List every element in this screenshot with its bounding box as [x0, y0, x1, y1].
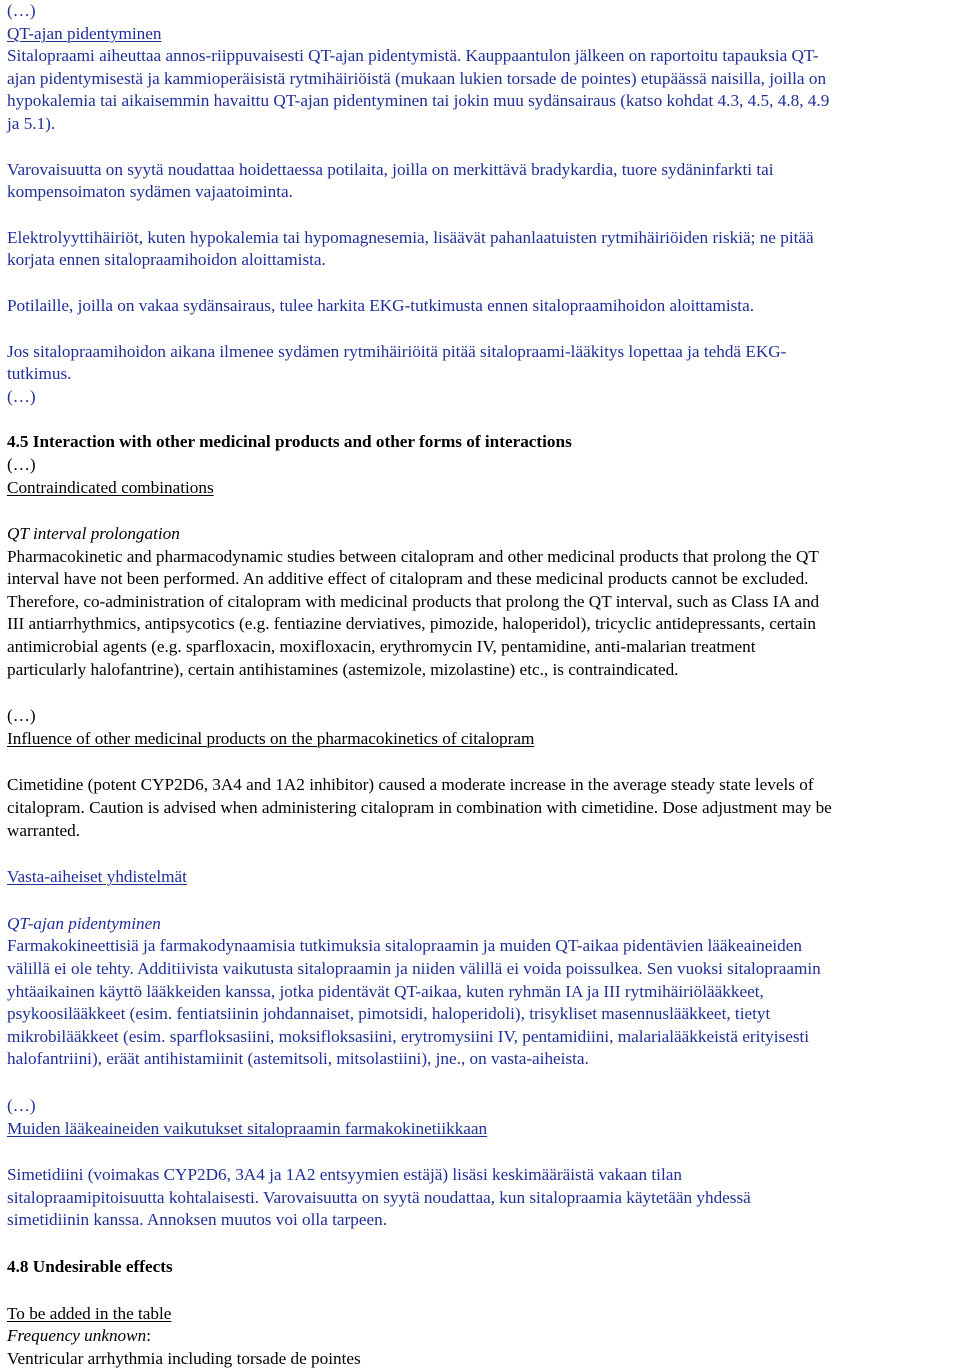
- paragraph: [7, 45, 953, 135]
- paragraph: [7, 295, 953, 318]
- ellipsis: (…): [7, 454, 36, 474]
- text-line: III antiarrhythmics, antipsycotics (e.g. fentiazine derviatives, pimozide, haloperidol), tricyclic antidepressants, certain: [7, 614, 816, 634]
- text-line: simetidiinin kanssa. Annoksen muutos voi olla tarpeen.: [7, 1210, 387, 1230]
- paragraph: [7, 1164, 953, 1232]
- text-line: Sitalopraami aiheuttaa annos-riippuvaisesti QT-ajan pidentymistä. Kauppaantulon jälkeen on raportoitu tapauksia QT-: [7, 46, 819, 66]
- subsection-heading: To be added in the table: [7, 1303, 172, 1323]
- subsection-heading: Muiden lääkeaineiden vaikutukset sitalopraamin farmakokinetiikkaan: [7, 1118, 488, 1138]
- subsection-heading: QT interval prolongation: [7, 524, 180, 544]
- finnish-section-top: [7, 0, 953, 408]
- ellipsis: (…): [7, 1, 36, 20]
- text-line: Cimetidine (potent CYP2D6, 3A4 and 1A2 inhibitor) caused a moderate increase in the average steady state levels of: [7, 775, 814, 795]
- text-line: warranted.: [7, 820, 81, 840]
- text-line: Therefore, co-administration of citalopram with medicinal products that prolong the QT interval, such as Class IA and: [7, 591, 820, 611]
- subsection-heading: Influence of other medicinal products on the pharmacokinetics of citalopram: [7, 728, 535, 748]
- text-line: sitalopraamipitoisuutta kohtalaisesti. Varovaisuutta on syytä noudattaa, kun sitalopraamia käytetään yhdessä: [7, 1187, 751, 1207]
- section-4-5: [7, 431, 953, 842]
- section-heading: QT-ajan pidentyminen: [7, 23, 162, 43]
- text-line: Ventricular arrhythmia including torsade de pointes: [7, 1348, 361, 1368]
- section-4-8: [7, 1256, 953, 1370]
- text-line: halofantriini), eräät antihistamiinit (astemitsoli, mitsolastiini), jne., on vasta-aiheista.: [7, 1049, 589, 1069]
- section-heading: 4.8 Undesirable effects: [7, 1256, 173, 1276]
- ellipsis: (…): [7, 386, 36, 406]
- text-line: psykoosilääkkeet (esim. fentiatsiinin johdannaiset, pimotsidi, haloperidoli), trisykliset masennuslääkkeet, tietyt: [7, 1004, 771, 1024]
- frequency-colon: :: [146, 1326, 151, 1346]
- text-line: Elektrolyyttihäiriöt, kuten hypokalemia tai hypomagnesemia, lisäävät pahanlaatuisten rytmihäiriöiden riskiä; ne pitää: [7, 227, 814, 247]
- frequency-label: Frequency unknown: [7, 1326, 147, 1346]
- ellipsis: (…): [7, 706, 36, 726]
- paragraph: [7, 341, 953, 386]
- text-line: Farmakokineettisiä ja farmakodynaamisia tutkimuksia sitalopraamin ja muiden QT-aikaa pidentävien lääkeaineiden: [7, 936, 802, 956]
- text-line: particularly halofantrine), certain antihistamines (astemizole, mizolastine) etc., is contraindicated.: [7, 659, 679, 679]
- text-line: ja 5.1).: [7, 113, 56, 133]
- frequency-line: [7, 1325, 953, 1348]
- subsection-heading: QT-ajan pidentyminen: [7, 913, 161, 933]
- paragraph: [7, 546, 953, 682]
- text-line: ajan pidentymisestä ja kammioperäisistä rytmihäiriöistä (mukaan lukien torsade de pointes) etupäässä naisilla, joilla on: [7, 68, 827, 88]
- text-line: citalopram. Caution is advised when administering citalopram in combination with cimetidine. Dose adjustment may be: [7, 798, 832, 818]
- text-line: korjata ennen sitalopraamihoidon aloittamista.: [7, 250, 326, 270]
- text-line: tutkimus.: [7, 364, 72, 384]
- finnish-section-mid: [7, 866, 953, 1232]
- text-line: välillä ei ole tehty. Additiivista vaikutusta sitalopraamin ja niiden välillä ei voida poissulkea. Sen vuoksi sitalopraamin: [7, 959, 821, 978]
- text-line: Jos sitalopraamihoidon aikana ilmenee sydämen rytmihäiriöitä pitää sitalopraami-lääkitys lopettaa ja tehdä EKG-: [7, 341, 787, 361]
- text-line: mikrobilääkkeet (esim. sparfloksasiini, moksifloksasiini, erytromysiini IV, pentamidiini, malarialääkkeistä erityisesti: [7, 1026, 810, 1046]
- paragraph: [7, 935, 953, 1071]
- text-line: Pharmacokinetic and pharmacodynamic studies between citalopram and other medicinal products that prolong the QT: [7, 546, 819, 566]
- text-line: Varovaisuutta on syytä noudattaa hoidettaessa potilaita, joilla on merkittävä bradykardia, tuore sydäninfarkti tai: [7, 159, 774, 179]
- subsection-heading: Contraindicated combinations: [7, 477, 214, 497]
- text-line: kompensoimaton sydämen vajaatoiminta.: [7, 182, 293, 202]
- text-line: hypokalemia tai aikaisemmin havaittu QT-ajan pidentyminen tai jokin muu sydänsairaus (katso kohdat 4.3, 4.5, 4.8, 4.9: [7, 91, 830, 111]
- text-line: Simetidiini (voimakas CYP2D6, 3A4 ja 1A2 entsyymien estäjä) lisäsi keskimääräistä vakaan tilan: [7, 1165, 682, 1185]
- text-line: yhtäaikainen käyttö lääkkeiden kanssa, jotka pidentävät QT-aikaa, kuten ryhmän IA ja III rytmihäiriölääkkeet,: [7, 981, 764, 1001]
- paragraph: [7, 227, 953, 272]
- text-line: interval have not been performed. An additive effect of citalopram and these medicinal products cannot be excluded.: [7, 569, 809, 589]
- ellipsis: (…): [7, 1095, 36, 1115]
- section-heading: 4.5 Interaction with other medicinal products and other forms of interactions: [7, 432, 572, 452]
- text-line: Potilaille, joilla on vakaa sydänsairaus, tulee harkita EKG-tutkimusta ennen sitalopraamihoidon aloittamista.: [7, 295, 754, 315]
- paragraph: [7, 159, 953, 204]
- paragraph: [7, 774, 953, 842]
- subsection-heading: Vasta-aiheiset yhdistelmät: [7, 867, 187, 887]
- text-line: antimicrobial agents (e.g. sparfloxacin, moxifloxacin, erythromycin IV, pentamidine, anti-malarian treatment: [7, 637, 756, 657]
